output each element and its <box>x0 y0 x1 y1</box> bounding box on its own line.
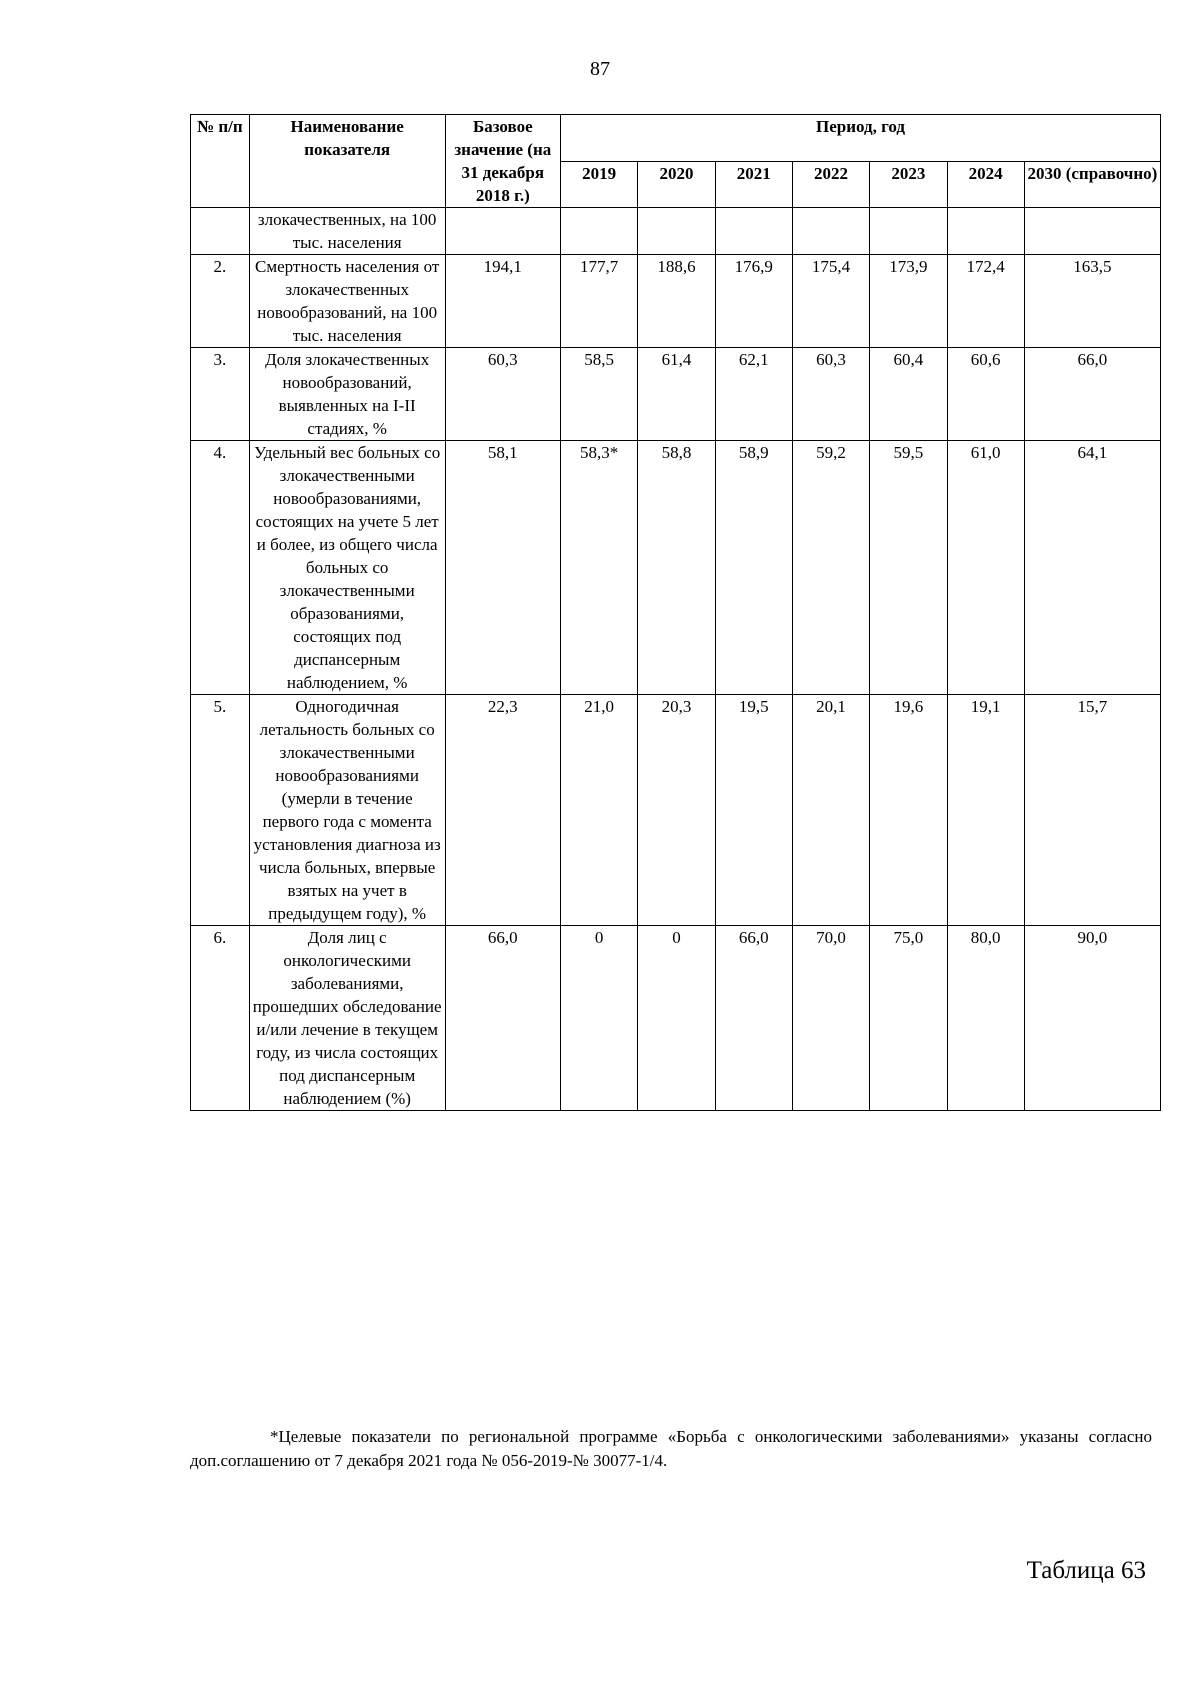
table-row <box>191 348 1161 441</box>
table-row <box>191 255 1161 348</box>
year-value: 175,4 <box>792 255 869 348</box>
header-year: 2021 <box>715 161 792 208</box>
year-value: 75,0 <box>870 926 947 1111</box>
indicator-name: Доля лиц с онкологическими заболеваниями, прошедших обследование и/или лечение в текущем году, из числа состоящих под диспансерным наблюдением (%) <box>249 926 445 1111</box>
year-value <box>870 208 947 255</box>
year-value: 173,9 <box>870 255 947 348</box>
row-number: 3. <box>191 348 250 441</box>
year-value <box>561 208 638 255</box>
year-value <box>947 208 1024 255</box>
year-value: 0 <box>561 926 638 1111</box>
row-number: 4. <box>191 441 250 695</box>
year-value: 60,3 <box>792 348 869 441</box>
year-value <box>792 208 869 255</box>
year-value <box>638 208 715 255</box>
table-caption: Таблица 63 <box>1026 1557 1146 1584</box>
base-value: 58,1 <box>445 441 560 695</box>
footnote: *Целевые показатели по региональной программе «Борьба с онкологическими заболеваниями» указаны согласно доп.соглашению от 7 декабря 2021 года № 056-2019-№ 30077-1/4. <box>190 1427 1152 1470</box>
year-value: 60,4 <box>870 348 947 441</box>
year-value: 66,0 <box>1024 348 1160 441</box>
year-value: 61,4 <box>638 348 715 441</box>
header-period: Период, год <box>561 115 1161 162</box>
table-row <box>191 208 1161 255</box>
year-value: 70,0 <box>792 926 869 1111</box>
header-base-value: Базовое значение (на 31 декабря 2018 г.) <box>445 115 560 208</box>
year-value: 58,8 <box>638 441 715 695</box>
year-value: 176,9 <box>715 255 792 348</box>
indicator-name: Доля злокачественных новообразований, выявленных на I-II стадиях, % <box>249 348 445 441</box>
header-year: 2030 (справочно) <box>1024 161 1160 208</box>
year-value: 59,5 <box>870 441 947 695</box>
row-number: 2. <box>191 255 250 348</box>
header-year: 2022 <box>792 161 869 208</box>
row-number: 6. <box>191 926 250 1111</box>
year-value: 58,3* <box>561 441 638 695</box>
header-year: 2020 <box>638 161 715 208</box>
year-value: 61,0 <box>947 441 1024 695</box>
year-value: 177,7 <box>561 255 638 348</box>
year-value: 62,1 <box>715 348 792 441</box>
header-year: 2023 <box>870 161 947 208</box>
year-value: 188,6 <box>638 255 715 348</box>
year-value: 90,0 <box>1024 926 1160 1111</box>
table-row <box>191 926 1161 1111</box>
year-value: 58,9 <box>715 441 792 695</box>
year-value: 60,6 <box>947 348 1024 441</box>
year-value <box>1024 208 1160 255</box>
table-body <box>191 208 1161 1111</box>
year-value: 66,0 <box>715 926 792 1111</box>
year-value: 19,1 <box>947 695 1024 926</box>
header-year: 2019 <box>561 161 638 208</box>
indicator-name: Смертность населения от злокачественных новообразований, на 100 тыс. населения <box>249 255 445 348</box>
year-value: 59,2 <box>792 441 869 695</box>
header-year: 2024 <box>947 161 1024 208</box>
base-value: 66,0 <box>445 926 560 1111</box>
year-value <box>715 208 792 255</box>
table-header <box>191 115 1161 208</box>
year-value: 172,4 <box>947 255 1024 348</box>
indicator-name: злокачественных, на 100 тыс. населения <box>249 208 445 255</box>
year-value: 64,1 <box>1024 441 1160 695</box>
base-value <box>445 208 560 255</box>
table-row <box>191 695 1161 926</box>
table-row <box>191 441 1161 695</box>
indicator-name: Удельный вес больных со злокачественными новообразованиями, состоящих на учете 5 лет и более, из общего числа больных со злокачественными образованиями, состоящих под диспансерным наблюдением, % <box>249 441 445 695</box>
base-value: 194,1 <box>445 255 560 348</box>
year-value: 21,0 <box>561 695 638 926</box>
header-number: № п/п <box>191 115 250 208</box>
year-value: 80,0 <box>947 926 1024 1111</box>
year-value: 20,3 <box>638 695 715 926</box>
year-value: 58,5 <box>561 348 638 441</box>
row-number: 5. <box>191 695 250 926</box>
base-value: 60,3 <box>445 348 560 441</box>
base-value: 22,3 <box>445 695 560 926</box>
indicator-name: Одногодичная летальность больных со злокачественными новообразованиями (умерли в течение первого года с момента установления диагноза из числа больных, впервые взятых на учет в предыдущем году), % <box>249 695 445 926</box>
year-value: 19,5 <box>715 695 792 926</box>
year-value: 19,6 <box>870 695 947 926</box>
year-value: 163,5 <box>1024 255 1160 348</box>
row-number <box>191 208 250 255</box>
year-value: 20,1 <box>792 695 869 926</box>
indicators-table <box>190 114 1161 1111</box>
page-number: 87 <box>590 58 610 80</box>
year-value: 0 <box>638 926 715 1111</box>
year-value: 15,7 <box>1024 695 1160 926</box>
header-indicator-name: Наименование показателя <box>249 115 445 208</box>
